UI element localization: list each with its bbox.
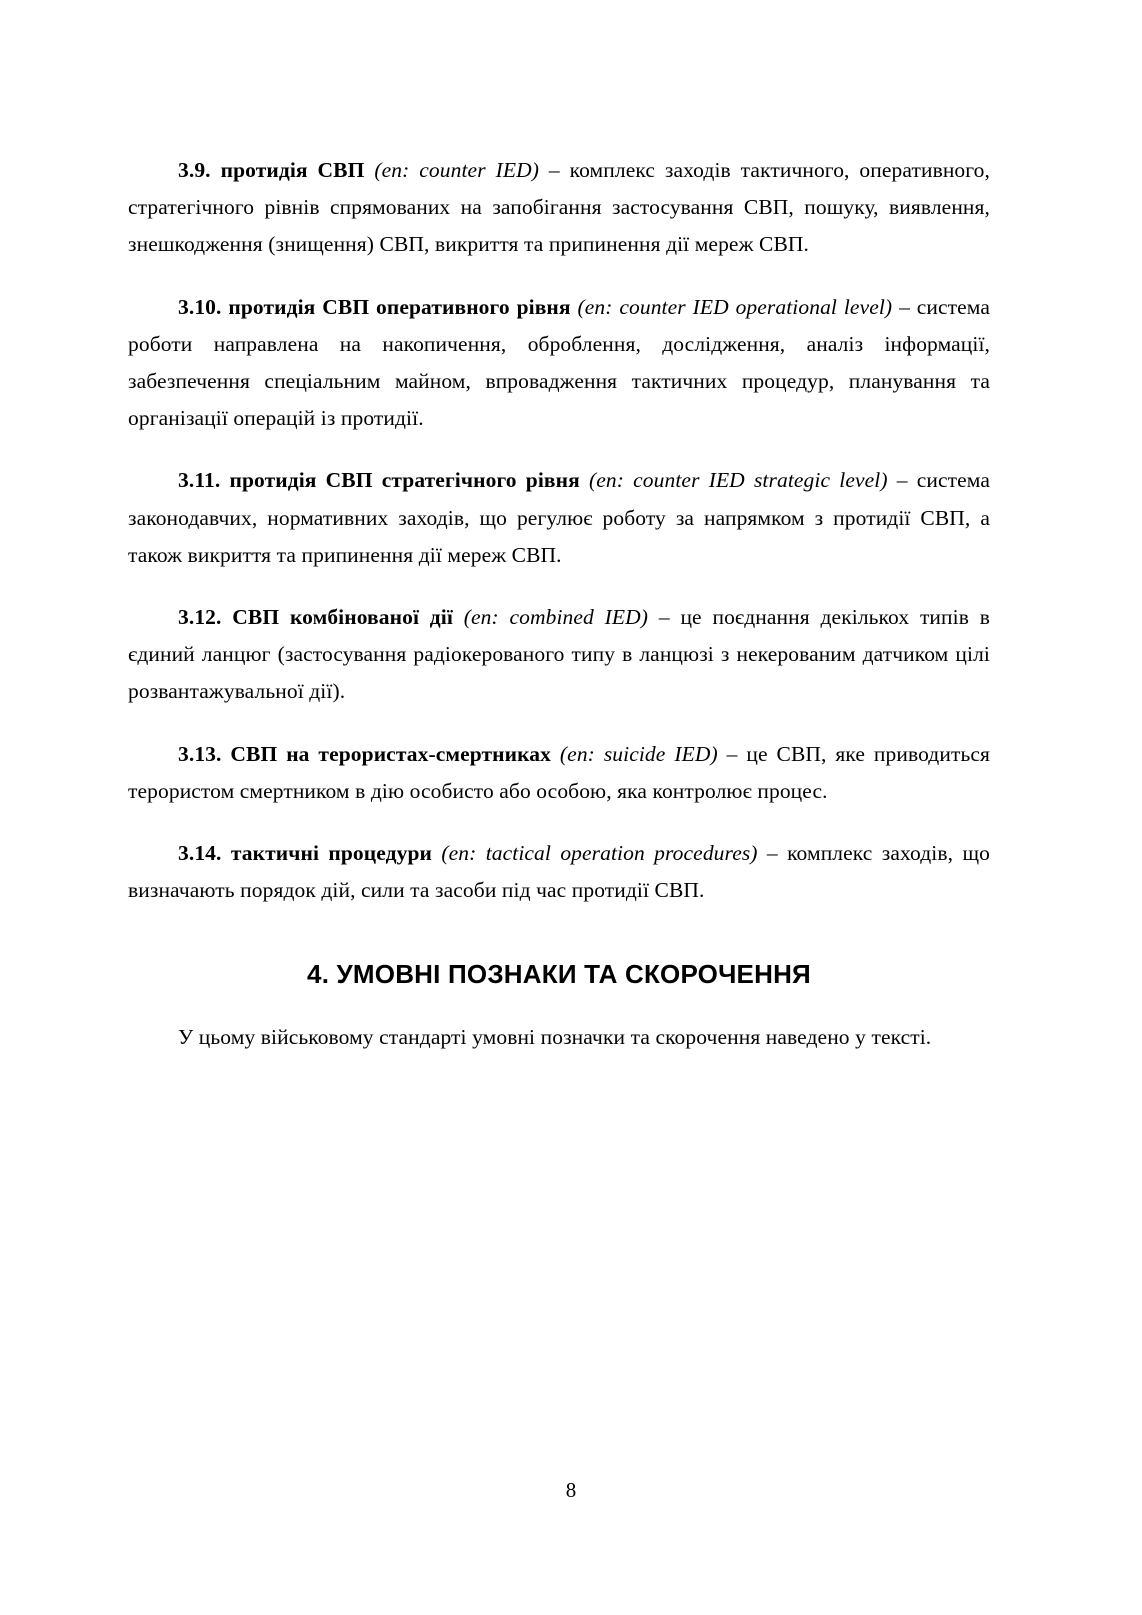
definition-term: протидія СВП оперативного рівня	[228, 294, 571, 319]
definition-term: протидія СВП стратегічного рівня	[229, 468, 580, 493]
definition-number: 3.10.	[178, 294, 222, 319]
page-content	[128, 152, 990, 1057]
definition-body: – система роботи направлена на накопичення, оброблення, дослідження, аналіз інформації, забезпечення спеціальним майном, впровадження тактичних процедур, планування та організації операцій із протидії.	[128, 294, 990, 431]
definition-paragraph-3-14	[128, 835, 990, 909]
definition-body: – комплекс заходів, що визначають порядок дій, сили та засоби під час протидії СВП.	[128, 841, 990, 903]
definition-number: 3.14.	[178, 841, 222, 866]
definition-term: СВП комбінованої дії	[232, 605, 453, 630]
definition-english: (en: counter IED strategic level)	[589, 468, 888, 493]
definition-english: (en: combined IED)	[463, 605, 649, 630]
definition-term: СВП на терористах-смертниках	[230, 741, 552, 766]
definition-paragraph-3-9	[128, 152, 990, 264]
section-heading-4: 4. УМОВНІ ПОЗНАКИ ТА СКОРОЧЕННЯ	[307, 959, 811, 990]
definition-paragraph-3-12	[128, 599, 990, 711]
definition-body: – система законодавчих, нормативних заходів, що регулює роботу за напрямком з протидії СВП, а також викриття та припинення дії мереж СВП.	[128, 468, 990, 567]
definition-english: (en: tactical operation procedures)	[441, 841, 758, 866]
definition-english: (en: counter IED operational level)	[577, 294, 893, 319]
definition-body: – комплекс заходів тактичного, оперативного, стратегічного рівнів спрямованих на запобігання застосування СВП, пошуку, виявлення, знешкодження (знищення) СВП, викриття та припинення дії мереж СВП.	[128, 158, 990, 257]
definition-paragraph-3-13	[128, 736, 990, 810]
section-intro-paragraph: У цьому військовому стандарті умовні позначки та скорочення наведено у тексті.	[178, 1025, 932, 1050]
definition-number: 3.13.	[178, 741, 222, 766]
definition-term: тактичні процедури	[230, 841, 432, 866]
definition-english: (en: suicide IED)	[559, 741, 718, 766]
definition-body: – це поєднання декількох типів в єдиний ланцюг (застосування радіокерованого типу в ланцюзі з некерованим датчиком цілі розвантажувальної дії).	[128, 605, 990, 704]
definition-number: 3.12.	[178, 605, 222, 630]
definition-paragraph-3-11	[128, 462, 990, 574]
definition-term: протидія СВП	[220, 158, 365, 182]
definition-english: (en: counter IED)	[374, 158, 539, 182]
page-number: 8	[565, 1478, 577, 1502]
definition-number: 3.9.	[178, 158, 211, 182]
definition-body: – це СВП, яке приводиться терористом смертником в дію особисто або особою, яка контролює процес.	[128, 741, 990, 803]
definition-paragraph-3-10	[128, 289, 990, 438]
definition-number: 3.11.	[178, 468, 221, 493]
